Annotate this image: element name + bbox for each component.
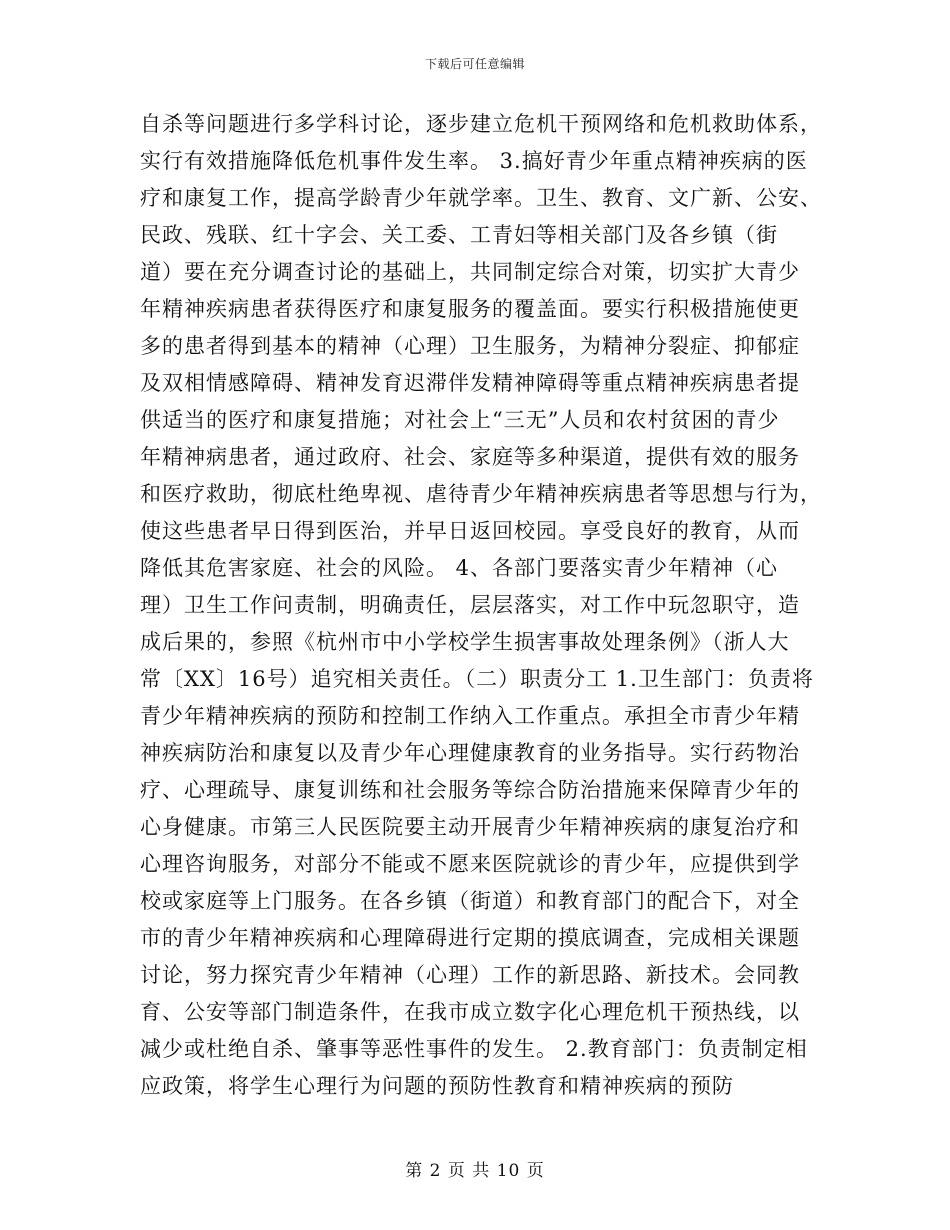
body-line: 疗、心理疏导、康复训练和社会服务等综合防治措施来保障青少年的 (140, 778, 800, 802)
body-line: 降低其危害家庭、社会的风险。 4、各部门要落实青少年精神（心 (140, 556, 779, 580)
page-number: 第 2 页 共 10 页 (405, 1161, 545, 1181)
body-line: 及双相情感障碍、精神发育迟滞伴发精神障碍等重点精神疾病患者提 (140, 371, 800, 395)
page-header: 下载后可任意编辑 (424, 57, 525, 71)
body-line: 和医疗救助，彻底杜绝卑视、虐待青少年精神疾病患者等思想与行为， (140, 482, 822, 506)
body-line: 减少或杜绝自杀、肇事等恶性事件的发生。 2.教育部门：负责制定相 (140, 1037, 808, 1061)
body-line: 心身健康。市第三人民医院要主动开展青少年精神疾病的康复治疗和 (140, 815, 800, 839)
body-line: 实行有效措施降低危机事件发生率。 3.搞好青少年重点精神疾病的医 (140, 149, 808, 173)
body-line: 道）要在充分调查讨论的基础上，共同制定综合对策，切实扩大青少 (140, 260, 800, 284)
body-line: 使这些患者早日得到医治，并早日返回校园。享受良好的教育，从而 (140, 519, 800, 543)
body-line: 年精神病患者，通过政府、社会、家庭等多种渠道，提供有效的服务 (140, 445, 800, 469)
body-line: 应政策，将学生心理行为问题的预防性教育和精神疾病的预防 (140, 1074, 734, 1098)
body-line: 校或家庭等上门服务。在各乡镇（街道）和教育部门的配合下，对全 (140, 889, 800, 913)
body-line: 理）卫生工作问责制，明确责任，层层落实，对工作中玩忽职守，造 (140, 593, 800, 617)
body-line: 青少年精神疾病的预防和控制工作纳入工作重点。承担全市青少年精 (140, 704, 800, 728)
body-line: 多的患者得到基本的精神（心理）卫生服务，为精神分裂症、抑郁症 (140, 334, 800, 358)
body-line: 民政、残联、红十字会、关工委、工青妇等相关部门及各乡镇（街 (140, 223, 778, 247)
body-line: 年精神疾病患者获得医疗和康复服务的覆盖面。要实行积极措施使更 (140, 297, 800, 321)
body-line: 神疾病防治和康复以及青少年心理健康教育的业务指导。实行药物治 (140, 741, 800, 765)
body-line: 自杀等问题进行多学科讨论，逐步建立危机干预网络和危机救助体系， (140, 112, 822, 136)
body-line: 讨论，努力探究青少年精神（心理）工作的新思路、新技术。会同教 (140, 963, 800, 987)
body-line: 心理咨询服务，对部分不能或不愿来医院就诊的青少年，应提供到学 (140, 852, 800, 876)
body-line: 供适当的医疗和康复措施；对社会上“三无”人员和农村贫困的青少 (140, 408, 780, 432)
body-line: 疗和康复工作，提高学龄青少年就学率。卫生、教育、文广新、公安、 (140, 186, 822, 210)
body-line: 常〔XX〕16号）追究相关责任。（二）职责分工 1.卫生部门：负责将 (140, 667, 814, 691)
body-line: 成后果的，参照《杭州市中小学校学生损害事故处理条例》（浙人大 (140, 630, 790, 654)
body-line: 育、公安等部门制造条件，在我市成立数字化心理危机干预热线，以 (140, 1000, 800, 1024)
body-line: 市的青少年精神疾病和心理障碍进行定期的摸底调查，完成相关课题 (140, 926, 800, 950)
body-text (140, 106, 822, 1105)
